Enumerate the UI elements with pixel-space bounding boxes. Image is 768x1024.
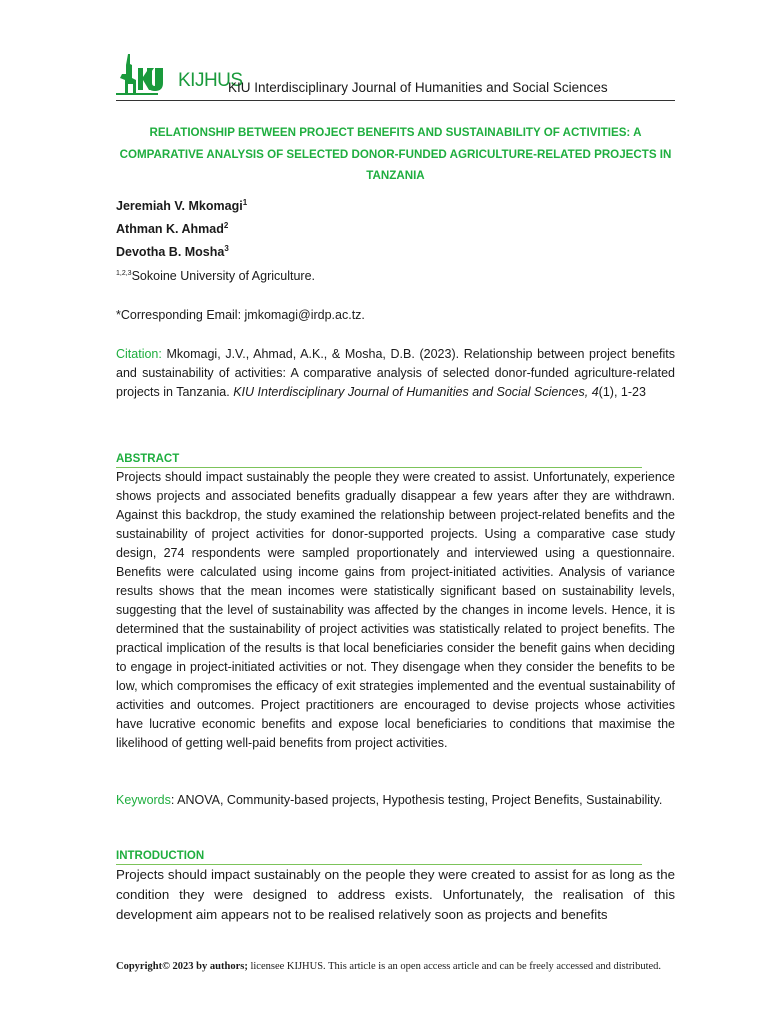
citation-journal: KIU Interdisciplinary Journal of Humanities and Social Sciences, 4 [233,385,599,399]
introduction-heading: INTRODUCTION [116,849,642,865]
paper-title: RELATIONSHIP BETWEEN PROJECT BENEFITS AND SUSTAINABILITY OF ACTIVITIES: A COMPARATIVE ANALYSIS OF SELECTED DONOR-FUNDED AGRICULTURE-RELATED PROJECTS IN TANZANIA [119,126,672,182]
keywords: Keywords: ANOVA, Community-based projects, Hypothesis testing, Project Benefits, Sustainability. [116,793,663,807]
author-1: Jeremiah V. Mkomagi$^1$ [116,198,248,213]
corresponding-email: *Corresponding Email: jmkomagi@irdp.ac.tz. [116,308,365,322]
author-3: Devotha B. Mosha$^3$ [116,244,229,259]
introduction-text: Projects should impact sustainably on the people they were created to assist for as long as the condition they were designed to address exists. Unfortunately, the realisation of this development aim appears not to be realised relatively soon as projects and benefits [116,867,675,922]
citation: Citation: Mkomagi, J.V., Ahmad, A.K., & Mosha, D.B. (2023). Relationship between project benefits and sustainability of activities: A comparative analysis of selected donor-funded agriculture-related projects in Tanzania. KIU Interdisciplinary Journal of Humanities and Social Sciences, 4(1), 1-23 [116,347,675,399]
author-list [116,193,247,262]
citation-label: Citation: [116,347,162,361]
journal-header [116,50,675,101]
author-2: Athman K. Ahmad$^2$ [116,221,229,236]
copyright-footer: Copyright© 2023 by authors; licensee KIJHUS. This article is an open access article and can be freely accessed and distributed. [116,961,662,972]
journal-name: KIU Interdisciplinary Journal of Humanities and Social Sciences [228,80,608,95]
abstract-text: Projects should impact sustainably the people they were created to assist. Unfortunately, experience shows projects and associated benefits gradually disappear a few years after they are withdrawn. Against this backdrop, the study examined the relationship between project-related benefits and the sustainability of project activities for donor-supported projects. Using a comparative case study design, 274 respondents were sampled proportionately and interviewed using a questionnaire. Benefits were calculated using income gains from project-initiated activities. Analysis of variance results shows that the mean incomes were statistically significant based on sustainability levels, suggesting that the level of sustainability was affected by the changes in income levels. Hence, it is determined that the sustainability of project activities was statistically related to project benefits. The practical implication of the results is that local beneficiaries consider the benefit gains when deciding to engage in project-initiated activities or not. They disengage when they consider the benefits to be low, which compromises the efficacy of exit strategies implemented and the eventual sustainability of activities and outcomes. Project practitioners are encouraged to devise projects whose activities have lucrative economic benefits and expose local beneficiaries to conditions that maximise the likelihood of getting well-paid benefits from project activities. [116,470,675,750]
keywords-label: Keywords [116,793,171,807]
affiliation: $^{1,2,3}$Sokoine University of Agriculture. [116,269,315,283]
abstract-heading: ABSTRACT [116,452,642,468]
logo-text: KIJHUS [178,70,243,91]
